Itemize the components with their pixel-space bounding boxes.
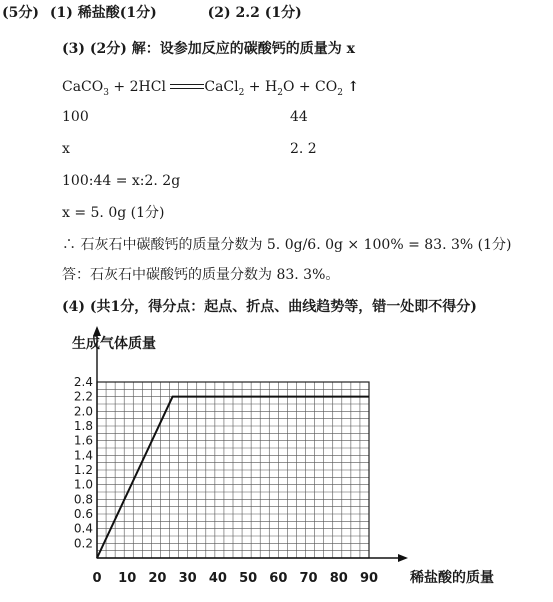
- x-tick-label: 70: [299, 571, 318, 586]
- final-answer: 答：石灰石中碳酸钙的质量分数为 83. 3%。: [62, 267, 340, 283]
- answer-part1: (1) 稀盐酸(1分): [49, 5, 157, 21]
- y-tick-label: 2.4: [73, 375, 93, 389]
- x-tick-label: 10: [118, 571, 137, 586]
- score-total: (5分): [2, 5, 39, 21]
- x-tick-label: 30: [178, 571, 197, 586]
- y-tick-label: 0.4: [73, 521, 93, 536]
- result-line: x = 5. 0g (1分): [62, 205, 165, 221]
- x-axis-arrow-icon: [398, 554, 408, 562]
- answer-part2: (2) 2.2 (1分): [207, 5, 302, 21]
- proportion-line: 100:44 = x:2. 2g: [62, 173, 181, 189]
- eq-caco3: CaCO: [62, 79, 104, 95]
- eq-co2: O + CO: [282, 79, 338, 95]
- y-axis-title: 生成气体质量: [72, 336, 156, 352]
- y-tick-label: 2.0: [73, 404, 93, 419]
- x-axis-title: 稀盐酸的质量: [410, 570, 494, 586]
- eq-h2o: + H: [244, 79, 278, 95]
- equals-sign-icon: [170, 81, 204, 93]
- x-tick-label: 0: [92, 571, 102, 586]
- eq-sub-3: 3: [103, 87, 109, 98]
- x-tick-label: 20: [148, 571, 167, 586]
- eq-sub-2a: 2: [238, 87, 245, 98]
- y-tick-label: 1.8: [73, 419, 93, 433]
- ratio-left-x: x: [62, 141, 70, 157]
- y-tick-label: 1.2: [73, 463, 93, 477]
- y-tick-label: 0.2: [73, 536, 93, 551]
- x-tick-label: 50: [239, 571, 258, 586]
- x-tick-label: 90: [359, 571, 379, 586]
- eq-sub-2b: 2: [277, 87, 283, 98]
- x-tick-label: 60: [269, 571, 288, 586]
- y-tick-label: 1.6: [73, 433, 93, 448]
- y-tick-label: 2.2: [73, 389, 93, 404]
- eq-hcl: + 2HCl: [108, 79, 166, 95]
- gas-arrow-icon: ↑: [347, 79, 360, 95]
- x-tick-label: 80: [329, 571, 348, 586]
- chart-svg: [0, 320, 553, 598]
- ratio-left-100: 100: [62, 109, 89, 125]
- gas-mass-chart: [0, 320, 553, 598]
- answer-part4: (4) (共1分，得分点：起点、折点、曲线趋势等，错一处即不得分): [62, 299, 477, 315]
- x-tick-label: 40: [208, 571, 227, 586]
- y-tick-label: 0.6: [73, 507, 93, 521]
- eq-cacl2: CaCl: [204, 79, 239, 95]
- y-tick-label: 1.4: [73, 448, 93, 463]
- eq-sub-2c: 2: [337, 87, 343, 98]
- percent-line: ∴ 石灰石中碳酸钙的质量分数为 5. 0g/6. 0g × 100% = 83. 3% (1分): [62, 237, 512, 253]
- y-tick-label: 0.8: [73, 492, 93, 507]
- y-tick-label: 1.0: [73, 477, 93, 492]
- ratio-right-2-2: 2. 2: [290, 141, 317, 157]
- ratio-right-44: 44: [290, 109, 308, 125]
- line-part1-2: [2, 4, 302, 22]
- chemical-equation: [62, 78, 359, 102]
- y-axis-arrow-icon: [93, 326, 101, 336]
- answer-part3-intro: (3) (2分) 解：设参加反应的碳酸钙的质量为 x: [62, 41, 355, 57]
